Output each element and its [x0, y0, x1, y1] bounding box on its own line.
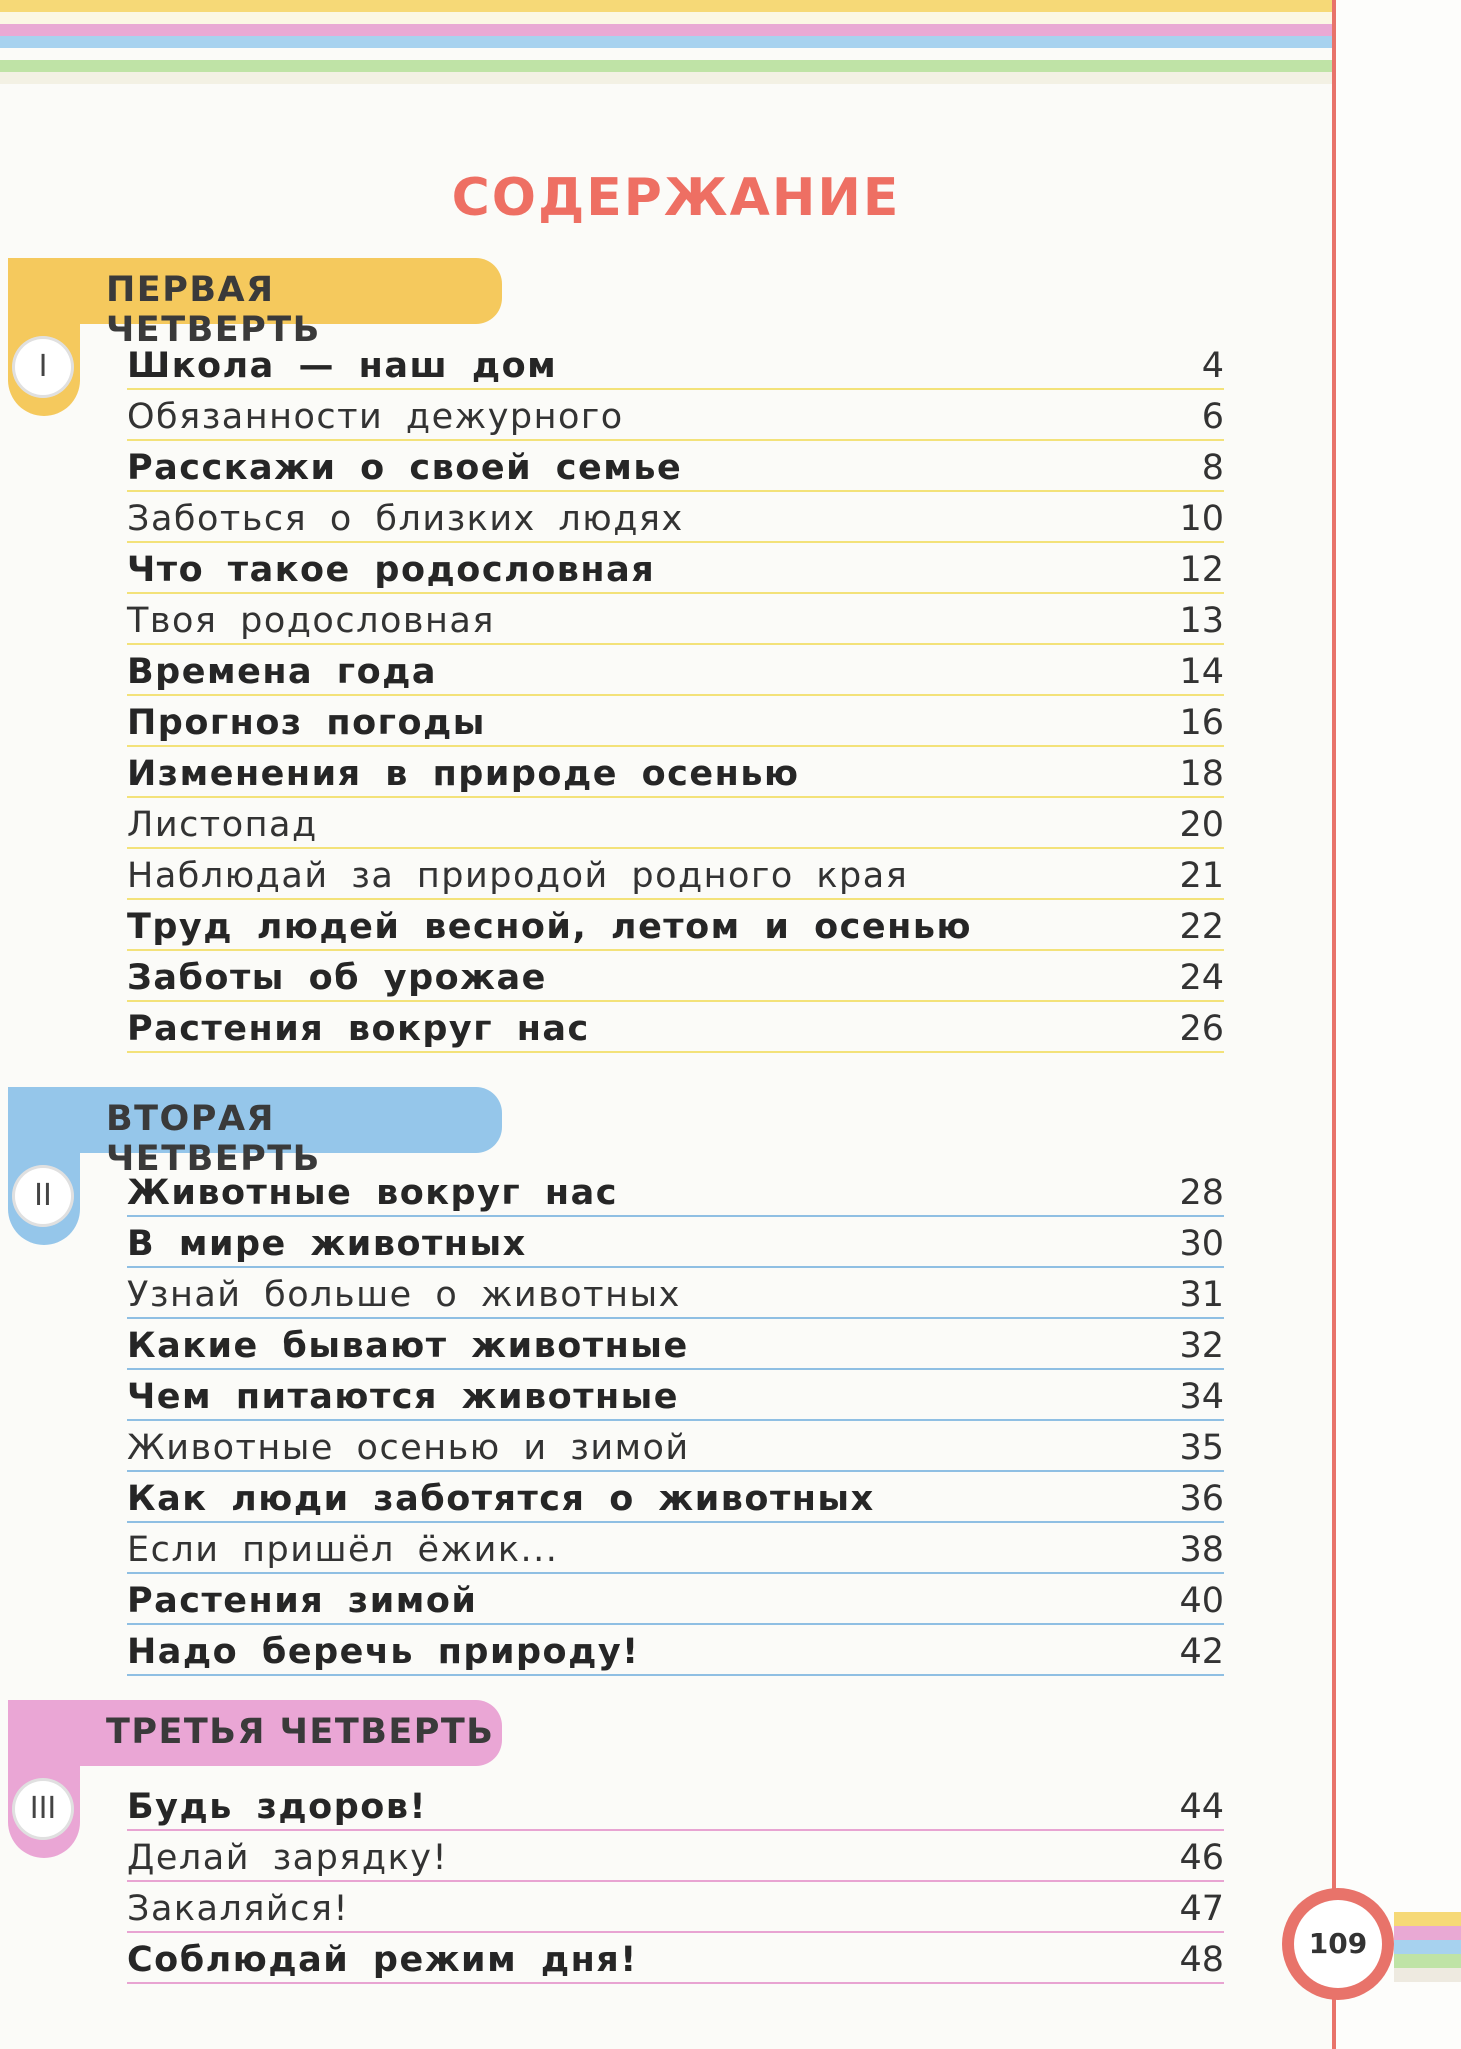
- toc-entry-page: 36: [1179, 1479, 1224, 1519]
- toc-entry-page: 28: [1179, 1173, 1224, 1213]
- toc-entry-title: Заботься о близких людях: [127, 499, 684, 539]
- toc-entry-page: 26: [1179, 1009, 1224, 1049]
- toc-entry-page: 8: [1201, 448, 1224, 488]
- toc-entry-title: Соблюдай режим дня!: [127, 1940, 638, 1980]
- page-number: 109: [1294, 1900, 1382, 1988]
- toc-entry: [127, 1268, 1224, 1319]
- toc-entry-page: 6: [1201, 397, 1224, 437]
- toc-entry-page: 32: [1179, 1326, 1224, 1366]
- toc-entry-title: Делай зарядку!: [127, 1838, 448, 1878]
- toc-entry: [127, 1780, 1224, 1831]
- margin-line: [1332, 0, 1336, 2049]
- toc-entry-page: 21: [1179, 856, 1224, 896]
- toc-entry-page: 35: [1179, 1428, 1224, 1468]
- toc-entry: [127, 900, 1224, 951]
- section-label: ПЕРВАЯ ЧЕТВЕРТЬ: [106, 270, 321, 350]
- toc-entry: [127, 1625, 1224, 1676]
- toc-entry-page: 14: [1179, 652, 1224, 692]
- toc-list-first-quarter: [127, 339, 1224, 1053]
- toc-entry-title: Как люди заботятся о животных: [127, 1479, 875, 1519]
- toc-entry: [127, 339, 1224, 390]
- toc-entry-title: Животные вокруг нас: [127, 1173, 618, 1213]
- toc-entry-title: В мире животных: [127, 1224, 527, 1264]
- toc-entry: [127, 1574, 1224, 1625]
- toc-entry: [127, 1933, 1224, 1984]
- toc-entry-title: Если пришёл ёжик...: [127, 1530, 559, 1570]
- toc-entry-title: Животные осенью и зимой: [127, 1428, 690, 1468]
- section-label: ВТОРАЯ ЧЕТВЕРТЬ: [106, 1099, 321, 1179]
- toc-entry-page: 40: [1179, 1581, 1224, 1621]
- page-title: СОДЕРЖАНИЕ: [451, 168, 901, 228]
- toc-entry: [127, 543, 1224, 594]
- toc-entry: [127, 645, 1224, 696]
- toc-entry: [127, 747, 1224, 798]
- toc-entry-page: 38: [1179, 1530, 1224, 1570]
- toc-entry: [127, 798, 1224, 849]
- toc-entry-page: 10: [1179, 499, 1224, 539]
- section-roman-numeral: III: [12, 1778, 74, 1840]
- toc-entry: [127, 951, 1224, 1002]
- toc-entry: [127, 492, 1224, 543]
- toc-entry-title: Наблюдай за природой родного края: [127, 856, 909, 896]
- toc-entry-title: Растения вокруг нас: [127, 1009, 590, 1049]
- toc-entry-page: 46: [1179, 1838, 1224, 1878]
- toc-list-third-quarter: [127, 1780, 1224, 1984]
- toc-entry-page: 44: [1179, 1787, 1224, 1827]
- toc-entry-title: Твоя родословная: [127, 601, 495, 641]
- toc-entry: [127, 1002, 1224, 1053]
- toc-entry: [127, 849, 1224, 900]
- toc-entry: [127, 1831, 1224, 1882]
- toc-entry: [127, 1166, 1224, 1217]
- toc-entry-title: Школа — наш дом: [127, 346, 558, 386]
- section-tab: [8, 258, 502, 350]
- section-tab: [8, 1700, 502, 1766]
- toc-entry-page: 4: [1201, 346, 1224, 386]
- toc-entry-page: 20: [1179, 805, 1224, 845]
- toc-entry-title: Чем питаются животные: [127, 1377, 680, 1417]
- toc-entry-title: Расскажи о своей семье: [127, 448, 683, 488]
- toc-entry-title: Заботы об урожае: [127, 958, 547, 998]
- toc-entry-title: Что такое родословная: [127, 550, 656, 590]
- toc-entry-page: 13: [1179, 601, 1224, 641]
- toc-entry-title: Обязанности дежурного: [127, 397, 624, 437]
- toc-entry-title: Изменения в природе осенью: [127, 754, 800, 794]
- toc-entry: [127, 390, 1224, 441]
- toc-entry: [127, 1882, 1224, 1933]
- toc-entry-title: Времена года: [127, 652, 438, 692]
- toc-entry-title: Надо беречь природу!: [127, 1632, 640, 1672]
- toc-entry-title: Закаляйся!: [127, 1889, 349, 1929]
- section-roman-numeral: I: [12, 336, 74, 398]
- toc-entry-page: 30: [1179, 1224, 1224, 1264]
- toc-entry-title: Прогноз погоды: [127, 703, 486, 743]
- toc-entry: [127, 1523, 1224, 1574]
- toc-entry-title: Будь здоров!: [127, 1787, 427, 1827]
- right-margin-area: [1336, 0, 1461, 2049]
- toc-entry-title: Листопад: [127, 805, 318, 845]
- section-tab: [8, 1087, 502, 1179]
- toc-entry-page: 16: [1179, 703, 1224, 743]
- toc-entry-page: 24: [1179, 958, 1224, 998]
- toc-entry-title: Растения зимой: [127, 1581, 478, 1621]
- toc-entry: [127, 1472, 1224, 1523]
- toc-list-second-quarter: [127, 1166, 1224, 1676]
- toc-entry-title: Какие бывают животные: [127, 1326, 689, 1366]
- toc-entry: [127, 594, 1224, 645]
- toc-entry-page: 31: [1179, 1275, 1224, 1315]
- toc-entry: [127, 441, 1224, 492]
- toc-entry-page: 22: [1179, 907, 1224, 947]
- toc-entry-page: 47: [1179, 1889, 1224, 1929]
- toc-entry: [127, 1217, 1224, 1268]
- toc-entry-title: Труд людей весной, летом и осенью: [127, 907, 973, 947]
- toc-entry-page: 12: [1179, 550, 1224, 590]
- section-label: ТРЕТЬЯ ЧЕТВЕРТЬ: [106, 1712, 495, 1752]
- toc-entry: [127, 1370, 1224, 1421]
- toc-entry: [127, 1319, 1224, 1370]
- toc-entry: [127, 696, 1224, 747]
- section-roman-numeral: II: [12, 1165, 74, 1227]
- toc-entry-page: 18: [1179, 754, 1224, 794]
- toc-entry: [127, 1421, 1224, 1472]
- toc-entry-page: 42: [1179, 1632, 1224, 1672]
- toc-entry-title: Узнай больше о животных: [127, 1275, 681, 1315]
- top-stripes: [0, 0, 1461, 84]
- toc-entry-page: 34: [1179, 1377, 1224, 1417]
- page-number-stripes: [1394, 1912, 1461, 1982]
- toc-entry-page: 48: [1179, 1940, 1224, 1980]
